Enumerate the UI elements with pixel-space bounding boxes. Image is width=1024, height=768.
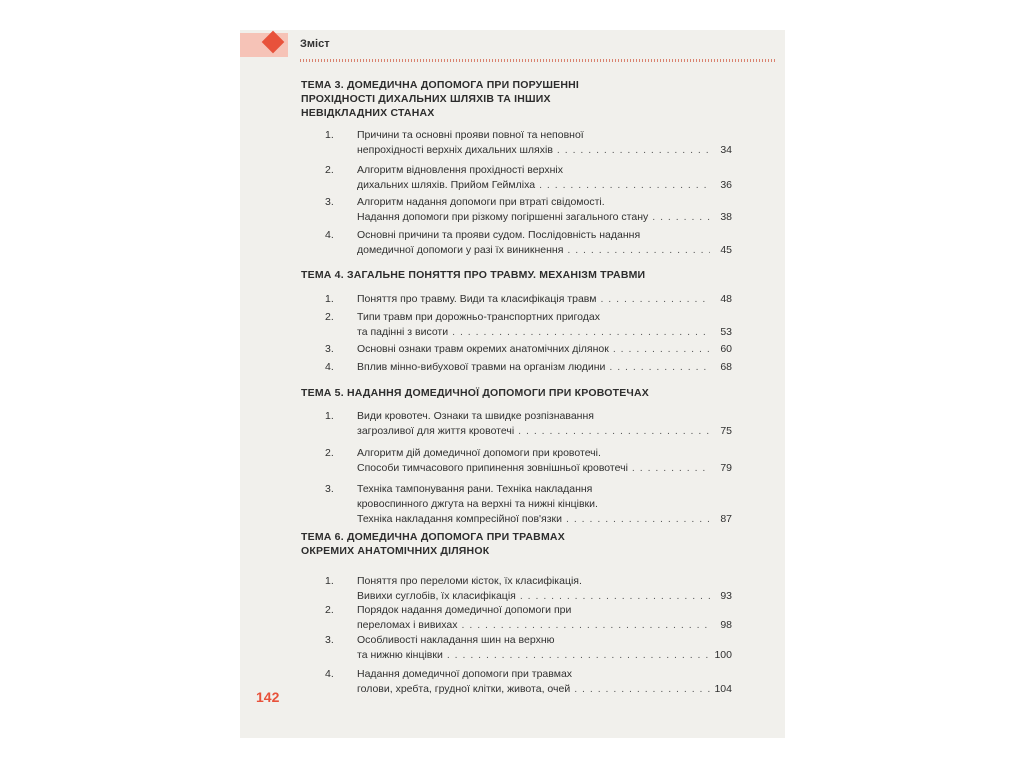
dot-leader — [557, 143, 710, 158]
entry-line: Особливості накладання шин на верхню — [357, 634, 555, 646]
entry-text — [357, 446, 732, 476]
entry-text — [357, 292, 732, 307]
entry-text — [357, 228, 732, 258]
entry-line: Причини та основні прояви повної та неповної — [357, 129, 584, 141]
book-page — [240, 30, 785, 738]
entry-line: домедичної допомоги у разі їх виникнення — [357, 244, 564, 256]
dot-leader — [518, 424, 710, 439]
dot-leader — [632, 461, 710, 476]
entry-line: Алгоритм дій домедичної допомоги при кровотечі. — [357, 447, 601, 459]
entry-page-number: 48 — [720, 293, 732, 305]
dot-leader — [574, 682, 710, 697]
entry-number: 1. — [325, 575, 334, 587]
entry-page-number: 104 — [714, 683, 732, 695]
topic-heading-line: ОКРЕМИХ АНАТОМІЧНИХ ДІЛЯНОК — [301, 545, 490, 557]
entry-line: Поняття про переломи кісток, їх класифікація. — [357, 575, 582, 587]
entry-number: 2. — [325, 164, 334, 176]
entry-page-number: 93 — [720, 590, 732, 602]
entry-line: Надання домедичної допомоги при травмах — [357, 668, 573, 680]
entry-line: Техніка накладання компресійної пов'язки — [357, 513, 563, 525]
entry-page-number: 79 — [720, 462, 732, 474]
entry-line: Вивихи суглобів, їх класифікація — [357, 590, 516, 602]
entry-text — [357, 342, 732, 357]
entry-line: Види кровотеч. Ознаки та швидке розпізнавання — [357, 410, 594, 422]
topic-heading-line: ТЕМА 3. ДОМЕДИЧНА ДОПОМОГА ПРИ ПОРУШЕННІ — [301, 79, 580, 91]
entry-text — [357, 310, 732, 340]
header-title: Зміст — [300, 38, 330, 50]
entry-line: Алгоритм надання допомоги при втраті свідомості. — [357, 196, 605, 208]
entry-page-number: 100 — [714, 649, 732, 661]
topic-heading-line: ТЕМА 5. НАДАННЯ ДОМЕДИЧНОЇ ДОПОМОГИ ПРИ КРОВОТЕЧАХ — [301, 387, 649, 399]
entry-text — [357, 128, 732, 158]
entry-number: 2. — [325, 311, 334, 323]
entry-text — [357, 633, 732, 663]
topic-heading-line: ТЕМА 4. ЗАГАЛЬНЕ ПОНЯТТЯ ПРО ТРАВМУ. МЕХАНІЗМ ТРАВМИ — [301, 269, 646, 281]
entry-line: та нижню кінцівки — [357, 649, 443, 661]
entry-number: 2. — [325, 447, 334, 459]
entry-line: Типи травм при дорожньо-транспортних пригодах — [357, 311, 600, 323]
entry-line: Порядок надання домедичної допомоги при — [357, 604, 572, 616]
entry-line: загрозливої для життя кровотечі — [357, 425, 515, 437]
entry-text — [357, 667, 732, 697]
topic-heading — [301, 530, 565, 558]
dot-leader — [609, 360, 710, 375]
entry-text — [357, 163, 732, 193]
dot-leader — [452, 325, 710, 340]
entry-number: 3. — [325, 196, 334, 208]
dot-leader — [600, 292, 710, 307]
page-header — [240, 30, 785, 60]
entry-text — [357, 195, 732, 225]
page-number: 142 — [256, 689, 280, 705]
entry-text — [357, 360, 732, 375]
entry-text — [357, 482, 732, 527]
entry-page-number: 36 — [720, 179, 732, 191]
entry-page-number: 87 — [720, 513, 732, 525]
entry-number: 4. — [325, 229, 334, 241]
dot-leader — [520, 589, 710, 604]
topic-heading-line: ПРОХІДНОСТІ ДИХАЛЬНИХ ШЛЯХІВ ТА ІНШИХ — [301, 93, 551, 105]
entry-page-number: 60 — [720, 343, 732, 355]
entry-line: Способи тимчасового припинення зовнішньої кровотечі — [357, 462, 628, 474]
entry-line: Техніка тампонування рани. Техніка накладання — [357, 483, 593, 495]
dot-leader — [539, 178, 710, 193]
entry-number: 4. — [325, 361, 334, 373]
topic-heading — [301, 386, 649, 400]
entry-line: Надання допомоги при різкому погіршенні загального стану — [357, 211, 649, 223]
entry-number: 2. — [325, 604, 334, 616]
entry-number: 3. — [325, 343, 334, 355]
entry-page-number: 68 — [720, 361, 732, 373]
entry-line: кровоспинного джгута на верхні та нижні кінцівки. — [357, 498, 598, 510]
entry-line: Поняття про травму. Види та класифікація травм — [357, 293, 597, 305]
entry-line: непрохідності верхніх дихальних шляхів — [357, 144, 553, 156]
entry-page-number: 38 — [720, 211, 732, 223]
entry-page-number: 98 — [720, 619, 732, 631]
entry-number: 1. — [325, 293, 334, 305]
dot-leader — [613, 342, 710, 357]
topic-heading — [301, 268, 645, 282]
header-dotted-rule — [300, 59, 775, 62]
dot-leader — [447, 648, 710, 663]
entry-line: Вплив мінно-вибухової травми на організм людини — [357, 361, 606, 373]
topic-heading-line: НЕВІДКЛАДНИХ СТАНАХ — [301, 107, 435, 119]
entry-line: Основні ознаки травм окремих анатомічних ділянок — [357, 343, 609, 355]
entry-number: 1. — [325, 410, 334, 422]
entry-number: 4. — [325, 668, 334, 680]
entry-text — [357, 603, 732, 633]
dot-leader — [462, 618, 710, 633]
topic-heading — [301, 78, 579, 120]
entry-number: 3. — [325, 634, 334, 646]
entry-number: 1. — [325, 129, 334, 141]
entry-line: переломах і вивихах — [357, 619, 458, 631]
entry-line: та падінні з висоти — [357, 326, 449, 338]
dot-leader — [567, 243, 710, 258]
entry-page-number: 45 — [720, 244, 732, 256]
entry-page-number: 53 — [720, 326, 732, 338]
entry-text — [357, 574, 732, 604]
entry-line: Основні причини та прояви судом. Послідовність надання — [357, 229, 641, 241]
topic-heading-line: ТЕМА 6. ДОМЕДИЧНА ДОПОМОГА ПРИ ТРАВМАХ — [301, 531, 565, 543]
entry-number: 3. — [325, 483, 334, 495]
dot-leader — [652, 210, 710, 225]
dot-leader — [566, 512, 710, 527]
entry-page-number: 34 — [720, 144, 732, 156]
entry-line: Алгоритм відновлення прохідності верхніх — [357, 164, 563, 176]
entry-text — [357, 409, 732, 439]
entry-page-number: 75 — [720, 425, 732, 437]
entry-line: дихальних шляхів. Прийом Геймліха — [357, 179, 536, 191]
entry-line: голови, хребта, грудної клітки, живота, очей — [357, 683, 571, 695]
